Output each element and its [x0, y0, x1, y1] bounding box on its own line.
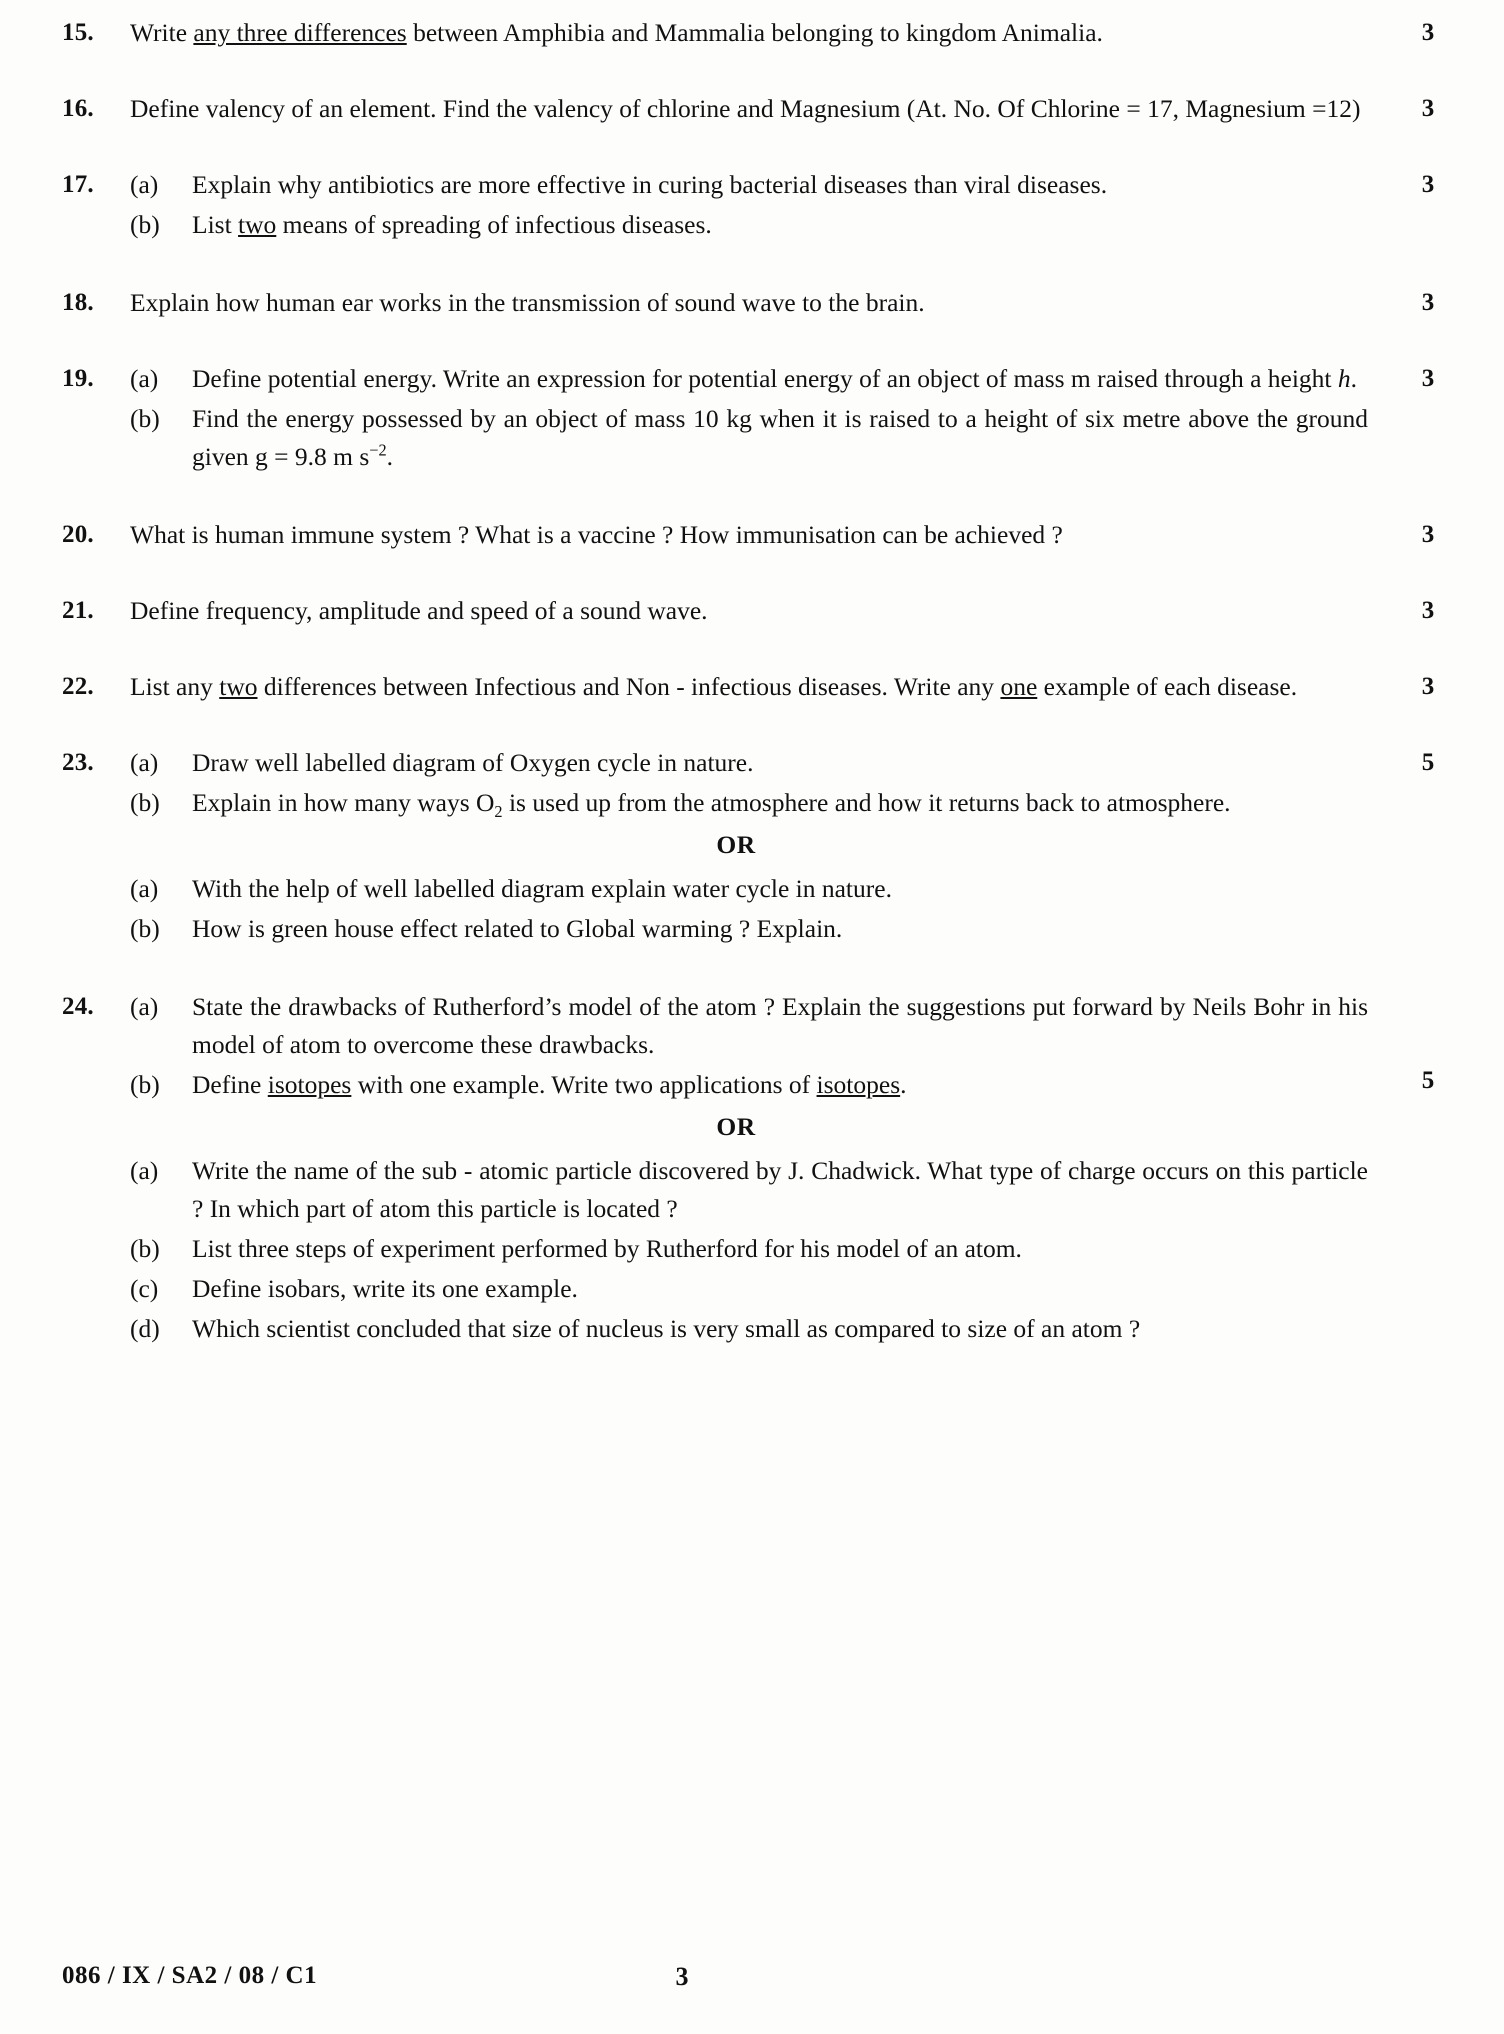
- question-spacer: [62, 714, 1452, 744]
- or-separator: OR: [716, 830, 756, 859]
- subpart-text: [192, 360, 1452, 398]
- text-run: means of spreading of infectious diseases.: [276, 210, 712, 239]
- question-number: 20.: [62, 521, 94, 548]
- text-run: between Amphibia and Mammalia belonging to kingdom Animalia.: [406, 18, 1103, 47]
- text-run: with one example. Write two applications of: [351, 1070, 817, 1099]
- question-number: 24.: [62, 993, 94, 1020]
- text-run: Explain how human ear works in the transmission of sound wave to the brain.: [130, 288, 925, 317]
- subpart-text: [192, 1230, 1452, 1268]
- text-run: .: [386, 442, 394, 471]
- text-run: two: [238, 210, 277, 239]
- question-subpart: [130, 400, 1452, 476]
- subpart-label: (a): [130, 748, 159, 777]
- question-body: [130, 284, 1452, 322]
- question-block: [62, 988, 1452, 1350]
- subpart-label: (c): [130, 1274, 159, 1303]
- question-block: [62, 166, 1452, 246]
- question-text: [130, 14, 1452, 52]
- subpart-text: [192, 988, 1452, 1064]
- question-spacer: [62, 136, 1452, 166]
- question-number: 17.: [62, 171, 94, 198]
- question-subpart: [130, 784, 1452, 822]
- question-body: [130, 516, 1452, 554]
- subpart-label: (d): [130, 1314, 160, 1343]
- question-text: [130, 90, 1452, 128]
- text-run: Write: [130, 18, 194, 47]
- question-spacer: [62, 486, 1452, 516]
- question-subpart: [130, 910, 1452, 948]
- question-subpart: [130, 1066, 1452, 1104]
- question-block: [62, 592, 1452, 630]
- question-subpart: [130, 1152, 1452, 1228]
- question-spacer: [62, 330, 1452, 360]
- subpart-text: [192, 870, 1452, 908]
- question-marks: 3: [1421, 673, 1435, 700]
- text-run: one: [1000, 672, 1038, 701]
- text-run: Draw well labelled diagram of Oxygen cycle in nature.: [192, 748, 754, 777]
- text-run: Define frequency, amplitude and speed of a sound wave.: [130, 596, 708, 625]
- text-run: example of each disease.: [1037, 672, 1298, 701]
- text-run: Explain why antibiotics are more effective in curing bacterial diseases than viral diseases.: [192, 170, 1108, 199]
- question-body: [130, 90, 1452, 128]
- question-spacer: [62, 958, 1452, 988]
- question-marks: 3: [1421, 95, 1435, 122]
- text-run: How is green house effect related to Global warming ? Explain.: [192, 914, 843, 943]
- question-marks: 3: [1421, 289, 1435, 316]
- question-text: [130, 284, 1452, 322]
- question-subpart: [130, 744, 1452, 782]
- subpart-label: (a): [130, 170, 159, 199]
- subpart-text: [192, 784, 1452, 822]
- question-number: 19.: [62, 365, 94, 392]
- text-run: List three steps of experiment performed by Rutherford for his model of an atom.: [192, 1234, 1022, 1263]
- question-block: [62, 360, 1452, 478]
- subpart-text: [192, 1066, 1452, 1104]
- subpart-label: (a): [130, 1156, 159, 1185]
- question-subpart: [130, 206, 1452, 244]
- question-body: [130, 744, 1452, 950]
- subpart-label: (a): [130, 364, 159, 393]
- or-separator: OR: [716, 1112, 756, 1141]
- question-number: 18.: [62, 289, 94, 316]
- text-run: isotopes: [816, 1070, 901, 1099]
- question-body: [130, 166, 1452, 246]
- paper-code: 086 / IX / SA2 / 08 / C1: [62, 1962, 318, 1989]
- question-spacer: [62, 562, 1452, 592]
- question-number: 21.: [62, 597, 94, 624]
- subpart-text: [192, 744, 1452, 782]
- question-number: 22.: [62, 673, 94, 700]
- text-run: State the drawbacks of Rutherford’s model of the atom ? Explain the suggestions put forward by Neils Bohr in his model of atom to overcome these drawbacks.: [192, 992, 1368, 1059]
- text-run: What is human immune system ? What is a vaccine ? How immunisation can be achieved ?: [130, 520, 1063, 549]
- subpart-label: (b): [130, 1070, 160, 1099]
- question-body: [130, 14, 1452, 52]
- question-marks: 3: [1421, 19, 1435, 46]
- subpart-label: (a): [130, 992, 159, 1021]
- question-subpart: [130, 988, 1452, 1064]
- question-block: [62, 744, 1452, 950]
- text-run: h: [1337, 364, 1351, 393]
- question-number: 15.: [62, 19, 94, 46]
- question-spacer: [62, 254, 1452, 284]
- text-run: differences between Infectious and Non - infectious diseases. Write any: [257, 672, 1001, 701]
- text-run: Write the name of the sub - atomic particle discovered by J. Chadwick. What type of charge occurs on this particle ? In which part of atom this particle is located ?: [192, 1156, 1368, 1223]
- question-block: [62, 516, 1452, 554]
- question-block: [62, 14, 1452, 52]
- question-marks: 5: [1421, 749, 1435, 776]
- text-run: List: [192, 210, 239, 239]
- text-run: Find the energy possessed by an object of mass 10 kg when it is raised to a height of six metre above the ground given g = 9.8 m s: [192, 404, 1368, 471]
- question-body: [130, 988, 1452, 1350]
- subpart-text: [192, 166, 1452, 204]
- question-body: [130, 360, 1452, 478]
- subpart-text: [192, 1152, 1452, 1228]
- question-marks: 3: [1421, 521, 1435, 548]
- text-run: Define potential energy. Write an expression for potential energy of an object of mass m raised through a height: [192, 364, 1338, 393]
- question-marks: 3: [1421, 597, 1435, 624]
- question-subpart: [130, 870, 1452, 908]
- question-spacer: [62, 638, 1452, 668]
- text-run: Define valency of an element. Find the valency of chlorine and Magnesium (At. No. Of Chlorine = 17, Magnesium =12): [130, 94, 1361, 123]
- subpart-text: [192, 1270, 1452, 1308]
- question-list: [62, 14, 1452, 1368]
- text-run: With the help of well labelled diagram explain water cycle in nature.: [192, 874, 892, 903]
- question-text: [130, 592, 1452, 630]
- question-subpart: [130, 1230, 1452, 1268]
- text-run: 2: [494, 802, 503, 822]
- question-subpart: [130, 1310, 1452, 1348]
- question-text: [130, 668, 1452, 706]
- subpart-text: [192, 400, 1452, 476]
- question-number: 16.: [62, 95, 94, 122]
- subpart-label: (b): [130, 788, 160, 817]
- subpart-text: [192, 206, 1452, 244]
- page-number: 3: [675, 1962, 689, 1991]
- question-spacer: [62, 60, 1452, 90]
- question-number: 23.: [62, 749, 94, 776]
- question-block: [62, 90, 1452, 128]
- text-run: .: [1350, 364, 1358, 393]
- text-run: isotopes: [267, 1070, 352, 1099]
- subpart-label: (b): [130, 914, 160, 943]
- subpart-label: (b): [130, 404, 160, 433]
- question-body: [130, 668, 1452, 706]
- subpart-label: (a): [130, 874, 159, 903]
- question-spacer: [62, 1358, 1452, 1368]
- text-run: −2: [369, 440, 387, 460]
- question-text: [130, 516, 1452, 554]
- subpart-text: [192, 1310, 1452, 1348]
- question-marks: 5: [1421, 1067, 1435, 1094]
- text-run: Which scientist concluded that size of nucleus is very small as compared to size of an atom ?: [192, 1314, 1141, 1343]
- question-subpart: [130, 360, 1452, 398]
- text-run: Define isobars, write its one example.: [192, 1274, 578, 1303]
- question-subpart: [130, 166, 1452, 204]
- subpart-label: (b): [130, 1234, 160, 1263]
- question-marks: 3: [1421, 171, 1435, 198]
- subpart-text: [192, 910, 1452, 948]
- text-run: Explain in how many ways O: [192, 788, 495, 817]
- text-run: .: [900, 1070, 907, 1099]
- text-run: any three differences: [193, 18, 407, 47]
- text-run: is used up from the atmosphere and how it returns back to atmosphere.: [502, 788, 1231, 817]
- text-run: List any: [130, 672, 220, 701]
- question-subpart: [130, 1270, 1452, 1308]
- question-marks: 3: [1421, 365, 1435, 392]
- question-block: [62, 284, 1452, 322]
- subpart-label: (b): [130, 210, 160, 239]
- text-run: Define: [192, 1070, 268, 1099]
- page-footer: [62, 1962, 1452, 1990]
- text-run: two: [219, 672, 258, 701]
- question-block: [62, 668, 1452, 706]
- question-body: [130, 592, 1452, 630]
